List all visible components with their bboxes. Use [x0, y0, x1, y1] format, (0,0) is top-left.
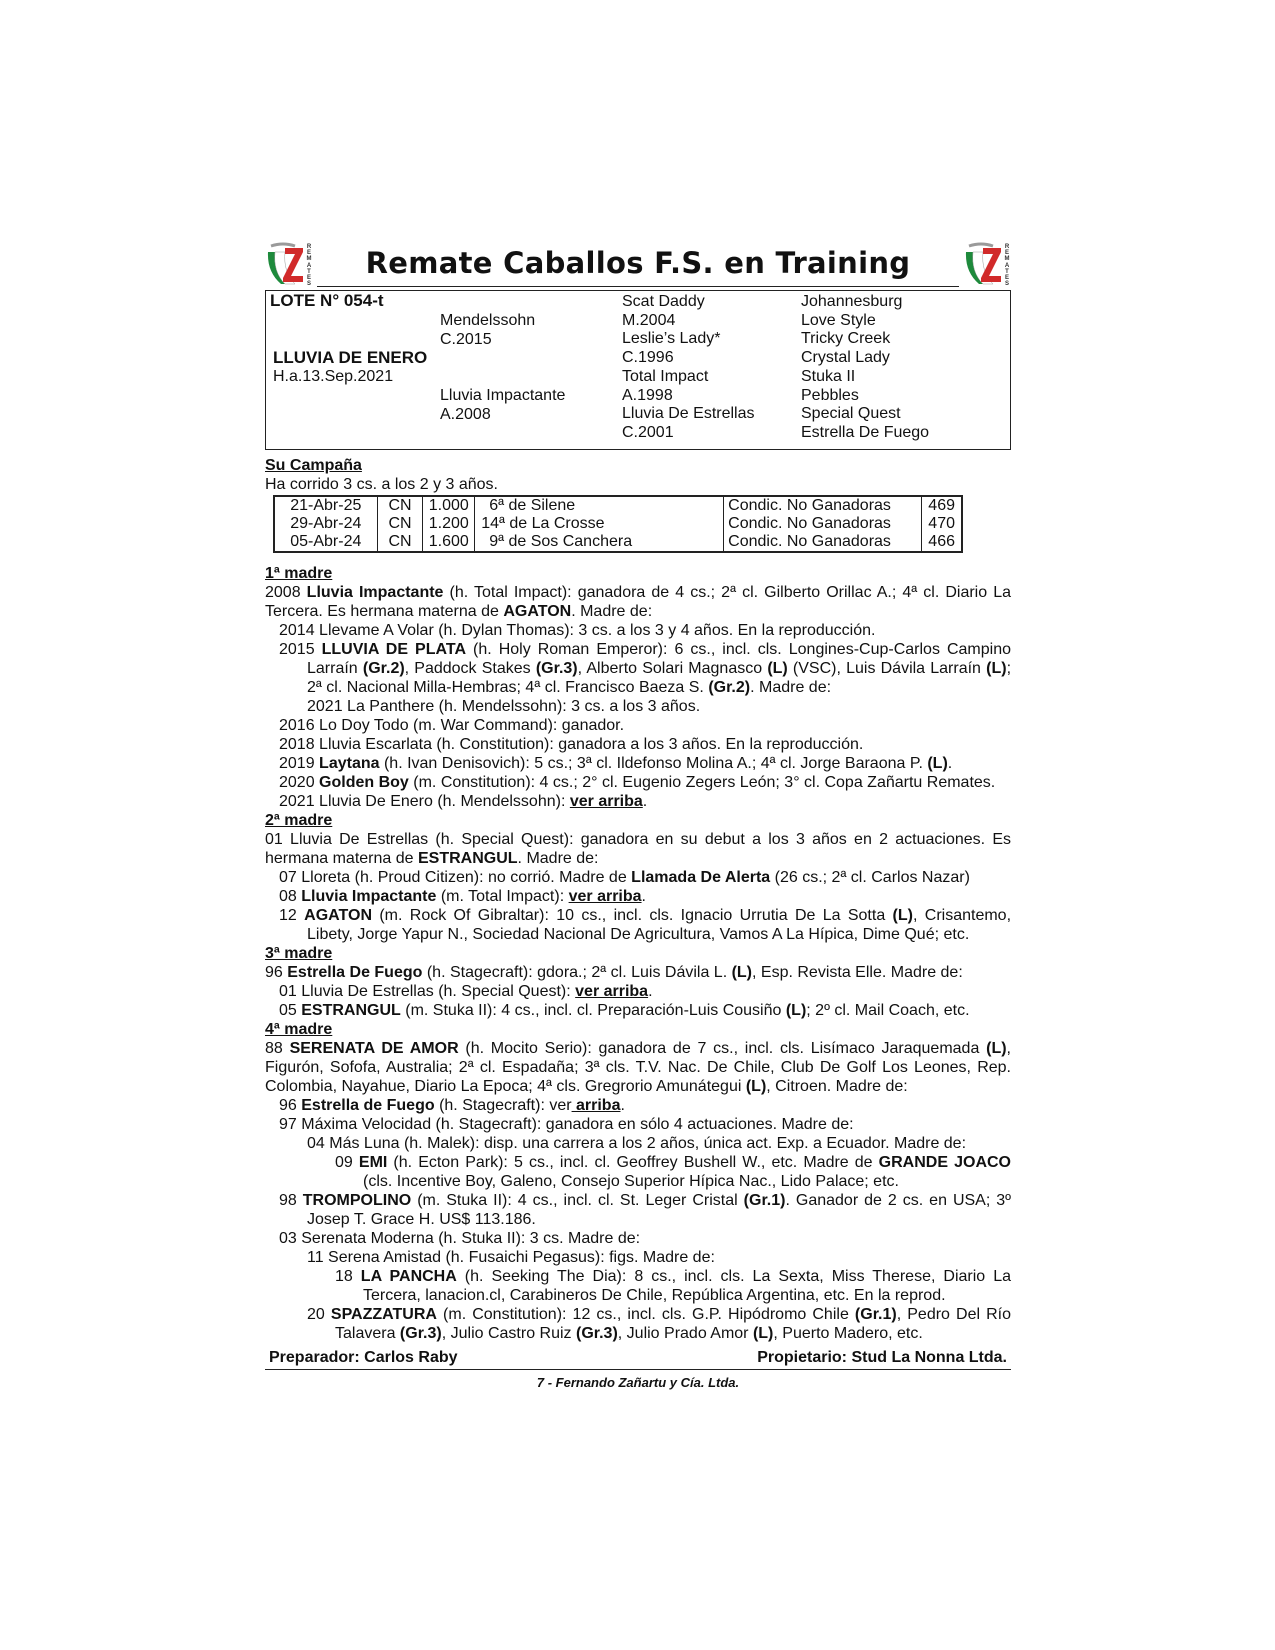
race-condition: Condic. No Ganadoras [724, 496, 922, 515]
produce-entry: 2016 Lo Doy Todo (m. War Command): ganador. [279, 717, 625, 734]
race-track: CN [377, 496, 423, 515]
produce-entry: 03 Serenata Moderna (h. Stuka II): 3 cs. Madre de: [279, 1230, 641, 1247]
page-title: Remate Caballos F.S. en Training [365, 246, 911, 280]
third-dam-title: 3ª madre [265, 945, 333, 962]
grandsire-1-info: M.2004 [622, 312, 676, 329]
produce-entry: 2021 Lluvia De Enero (h. Mendelssohn): ver arriba. [279, 793, 648, 810]
lote-number: LOTE N° 054-t [270, 291, 384, 310]
table-row [274, 496, 962, 515]
horse-info: H.a.13.Sep.2021 [273, 368, 394, 385]
great-grandparent: Estrella De Fuego [801, 424, 930, 441]
great-grandparent: Stuka II [801, 368, 856, 385]
zanartu-logo-icon [265, 242, 313, 286]
produce-sub-entry: 11 Serena Amistad (h. Fusaichi Pegasus): figs. Madre de: [307, 1249, 715, 1266]
first-dam-entry: 2008 Lluvia Impactante (h. Total Impact): ganadora de 4 cs.; 2ª cl. Gilberto Orillac A.; 4ª cl. Diario La Tercera. Es hermana materna de AGATON. Madre de: [265, 584, 1012, 620]
produce-entry: 05 ESTRANGUL (m. Stuka II): 4 cs., incl. cl. Preparación-Luis Cousiño (L); 2º cl. Mail Coach, etc. [279, 1002, 970, 1019]
document-page [265, 242, 1011, 1390]
dam-name: Lluvia Impactante [440, 387, 566, 404]
logo-side-text: R E M A T E S [1004, 244, 1010, 288]
logo-side-text: R E M A T E S [306, 244, 312, 288]
trainer-label: Preparador: Carlos Raby [269, 1349, 458, 1366]
produce-entry: 08 Lluvia Impactante (m. Total Impact): ver arriba. [279, 888, 646, 905]
sire-info: C.2015 [440, 331, 492, 348]
great-grandparent: Special Quest [801, 405, 901, 422]
third-dam-entry: 96 Estrella De Fuego (h. Stagecraft): gdora.; 2ª cl. Luis Dávila L. (L), Esp. Revista Elle. Madre de: [265, 964, 963, 981]
granddam-1-info: C.1996 [622, 349, 674, 366]
great-grandparent: Crystal Lady [801, 349, 890, 366]
second-dam-title: 2ª madre [265, 812, 333, 829]
race-distance: 1.000 [423, 496, 475, 515]
produce-entry: 97 Máxima Velocidad (h. Stagecraft): ganadora en sólo 4 actuaciones. Madre de: [279, 1116, 854, 1133]
race-date: 29-Abr-24 [274, 515, 377, 533]
fourth-dam-title: 4ª madre [265, 1021, 333, 1038]
produce-entry: 2015 LLUVIA DE PLATA (h. Holy Roman Emperor): 6 cs., incl. cls. Longines-Cup-Carlos Campino Larraín (Gr.2), Paddock Stakes (Gr.3), Alberto Solari Magnasco (L) (VSC), Luis Dávila Larraín (L); 2ª cl. Nacional Milla-Hembras; 4ª cl. Francisco Baeza S. (Gr.2). Madre de: [279, 641, 1012, 696]
race-track: CN [377, 533, 423, 552]
produce-entry: 12 AGATON (m. Rock Of Gibraltar): 10 cs., incl. cls. Ignacio Urrutia De La Sotta (L), Crisantemo, Libety, Jorge Yapur N., Sociedad Nacional De Agricultura, Vamos A La Hípica, Dime Qué; etc. [279, 907, 1012, 943]
race-condition: Condic. No Ganadoras [724, 515, 922, 533]
race-number: 469 [922, 496, 962, 515]
race-date: 05-Abr-24 [274, 533, 377, 552]
produce-entry: 07 Lloreta (h. Proud Citizen): no corrió. Madre de Llamada De Alerta (26 cs.; 2ª cl. Carlos Nazar) [279, 869, 970, 886]
produce-entry: 98 TROMPOLINO (m. Stuka II): 4 cs., incl. cl. St. Leger Cristal (Gr.1). Ganador de 2 cs. en USA; 3º Josep T. Grace H. US$ 113.186. [279, 1192, 1012, 1228]
second-dam-entry: 01 Lluvia De Estrellas (h. Special Quest): ganadora en su debut a los 3 años en 2 actuaciones. Es hermana materna de ESTRANGUL. Madre de: [265, 831, 1011, 867]
produce-entry: 2020 Golden Boy (m. Constitution): 4 cs.; 2° cl. Eugenio Zegers León; 3° cl. Copa Zañartu Remates. [279, 774, 996, 791]
grandsire-2-info: A.1998 [622, 387, 673, 404]
campaign-table [273, 495, 963, 553]
produce-entry: 2019 Laytana (h. Ivan Denisovich): 5 cs.; 3ª cl. Ildefonso Molina A.; 4ª cl. Jorge Baraona P. (L). [279, 755, 953, 772]
owner-label: Propietario: Stud La Nonna Ltda. [757, 1349, 1007, 1366]
first-dam-title: 1ª madre [265, 565, 333, 582]
produce-entry: 2018 Lluvia Escarlata (h. Constitution): ganadora a los 3 años. En la reproducción. [279, 736, 864, 753]
pedigree-box [265, 290, 1011, 450]
campaign-section [265, 456, 1011, 553]
table-row [274, 533, 962, 552]
horse-name: LLUVIA DE ENERO [273, 348, 428, 367]
produce-sub-entry: 2021 La Panthere (h. Mendelssohn): 3 cs. a los 3 años. [307, 698, 701, 715]
race-track: CN [377, 515, 423, 533]
dam-info: A.2008 [440, 406, 491, 423]
race-date: 21-Abr-25 [274, 496, 377, 515]
race-place: 9ª de Sos Canchera [475, 533, 724, 552]
great-grandparent: Johannesburg [801, 293, 903, 310]
footer-credits [265, 1343, 1011, 1370]
header [265, 242, 1011, 290]
race-distance: 1.200 [423, 515, 475, 533]
produce-entry: 2014 Llevame A Volar (h. Dylan Thomas): 3 cs. a los 3 y 4 años. En la reproducción. [279, 622, 876, 639]
produce-entry: 01 Lluvia De Estrellas (h. Special Quest): ver arriba. [279, 983, 653, 1000]
race-condition: Condic. No Ganadoras [724, 533, 922, 552]
fourth-dam-entry: 88 SERENATA DE AMOR (h. Mocito Serio): ganadora de 7 cs., incl. cls. Lisímaco Jaraquemada (L), Figurón, Sofofa, Australia; 2ª cl. Espadaña; 3ª cls. T.V. Nac. De Chile, Club De Golf Los Leones, Rep. Colombia, Nayahue, Diario La Epoca; 4ª cls. Gregrorio Amunátegui (L), Citroen. Madre de: [265, 1040, 1011, 1095]
race-distance: 1.600 [423, 533, 475, 552]
granddam-2: Lluvia De Estrellas [622, 405, 755, 422]
race-number: 466 [922, 533, 962, 552]
race-number: 470 [922, 515, 962, 533]
grandsire-1: Scat Daddy [622, 293, 705, 310]
table-row [274, 515, 962, 533]
grandsire-2: Total Impact [622, 368, 709, 385]
great-grandparent: Love Style [801, 312, 876, 329]
family-section [265, 564, 1011, 1343]
sire-name: Mendelssohn [440, 312, 536, 329]
zanartu-logo-icon [963, 242, 1011, 286]
great-grandparent: Tricky Creek [801, 330, 891, 347]
granddam-2-info: C.2001 [622, 424, 674, 441]
great-grandparent: Pebbles [801, 387, 859, 404]
granddam-1: Leslie’s Lady* [622, 330, 721, 347]
page-footer: 7 - Fernando Zañartu y Cía. Ltda. [536, 1375, 740, 1390]
campaign-title: Su Campaña [265, 457, 362, 474]
header-rule [317, 286, 959, 287]
produce-sub-entry: 20 SPAZZATURA (m. Constitution): 12 cs., incl. cls. G.P. Hipódromo Chile (Gr.1), Pedro Del Río Talavera (Gr.3), Julio Castro Ruiz (Gr.3), Julio Prado Amor (L), Puerto Madero, etc. [307, 1306, 1012, 1342]
race-place: 14ª de La Crosse [475, 515, 724, 533]
campaign-summary: Ha corrido 3 cs. a los 2 y 3 años. [265, 476, 498, 493]
produce-entry: 96 Estrella de Fuego (h. Stagecraft): ver arriba. [279, 1097, 625, 1114]
produce-sub-sub-entry: 09 EMI (h. Ecton Park): 5 cs., incl. cl. Geoffrey Bushell W., etc. Madre de GRANDE JOACO (cls. Incentive Boy, Galeno, Consejo Superior Hípica Nac., Lido Palace; etc. [335, 1154, 1011, 1190]
produce-sub-entry: 04 Más Luna (h. Malek): disp. una carrera a los 2 años, única act. Exp. a Ecuador. Madre de: [307, 1135, 967, 1152]
race-place: 6ª de Silene [475, 496, 724, 515]
produce-sub-sub-entry: 18 LA PANCHA (h. Seeking The Dia): 8 cs., incl. cls. La Sexta, Miss Therese, Diario La Tercera, lanacion.cl, Carabineros De Chile, República Argentina, etc. En la reprod. [335, 1268, 1012, 1304]
